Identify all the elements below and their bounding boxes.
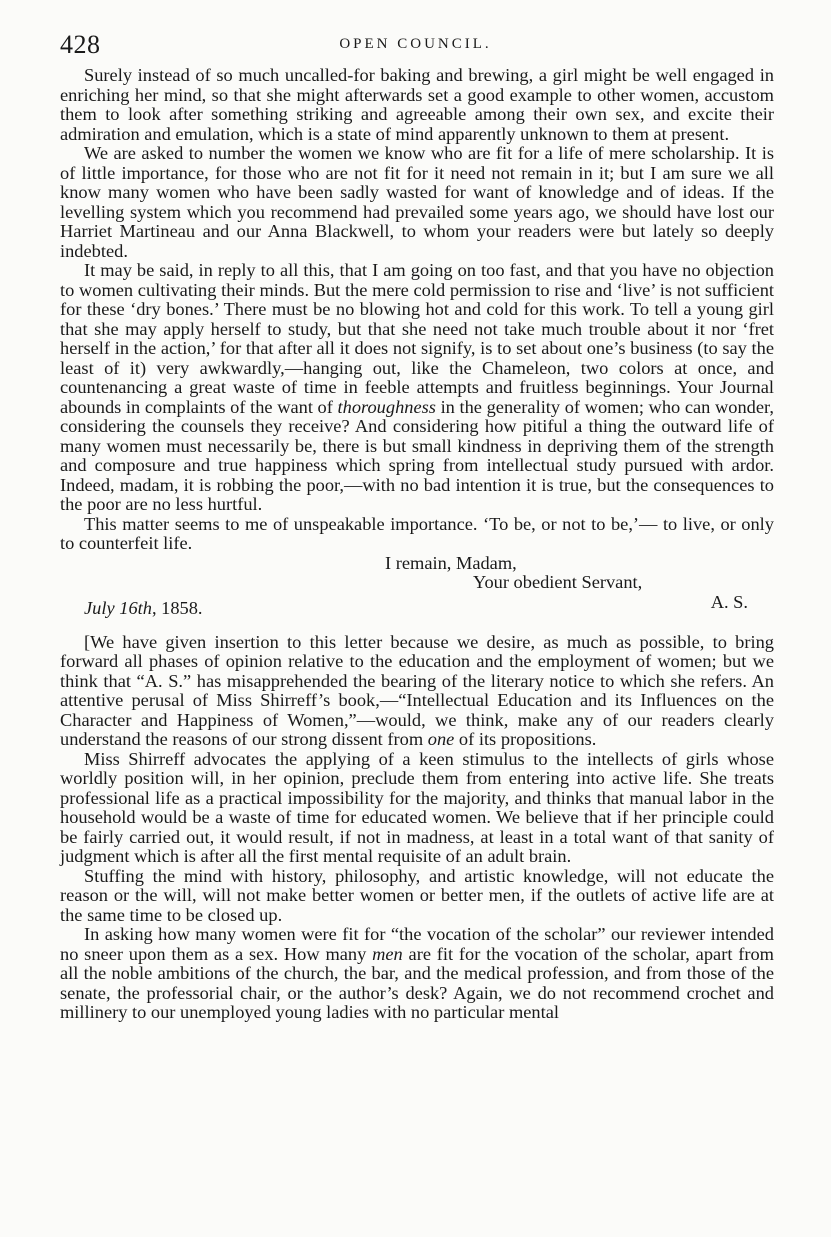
letter-paragraph	[60, 261, 774, 515]
letter-paragraph: We are asked to number the women we know who are fit for a life of mere scholarship. It is of little importance, for those who are not fit for it need not remain in it; but I am sure we all know many women who have been sadly wasted for want of knowledge and of ideas. If the levelling system which you recommend had prevailed some years ago, we should have lost our Harriet Martineau and our Anna Blackwell, to whom your readers were but lately so deeply indebted.	[60, 143, 774, 261]
letter	[60, 66, 774, 621]
editorial-paragraph-text: of its propositions.	[454, 729, 597, 749]
editorial-paragraph	[60, 633, 774, 750]
page-number: 428	[60, 30, 101, 59]
editorial-paragraph-text: are fit for the vocation of the scholar, apart from all the noble ambitions of the church, the bar, and the medical profession, and from those of the senate, the professorial chair, or the author’s desk?	[60, 943, 774, 1003]
editorial-paragraph-text: [We have given insertion to this letter because we desire, as much as possible, to bring forward all phases of opinion relative to the education and the employment of women; but we think that “A. S.” has misapprehended the bearing of the literary notice to which she refers. An attentive perusal of Miss Shirreff’s book,—“Intellectual Education and its Influences on the Character and Happiness of Women,”—would, we think, make any of our readers clearly understand the reasons of our strong dissent from	[60, 631, 774, 749]
date-day: 16th	[119, 597, 152, 618]
signature-row	[60, 591, 774, 621]
letter-date	[84, 599, 203, 619]
emphasis-men: men	[372, 943, 403, 964]
editorial-paragraph	[60, 925, 774, 1023]
letter-paragraph: This matter seems to me of unspeakable importance. ‘To be, or not to be,’— to live, or only to counterfeit life.	[60, 513, 774, 553]
signature-initials: A. S.	[710, 591, 748, 612]
letter-paragraph: Surely instead of so much uncalled-for baking and brewing, a girl might be well engaged in enriching her mind, so that she might afterwards set a good example to other women, accustom them to look after something striking and agreeable among their own sex, and excite their admiration and emulation, which is a state of mind apparently unknown to them at present.	[60, 65, 774, 144]
editorial-paragraph: Miss Shirreff advocates the applying of a keen stimulus to the intellects of girls whose worldly position will, in her opinion, preclude them from entering into active life. She treats professional life as a practical impossibility for the majority, and thinks that manual labor in the household would be a waste of time for educated women. We believe that if her principle could be fairly carried out, it would result, if not in madness, at least in a total want of that sanity of judgment which is after all the first mental requisite of an adult brain.	[60, 748, 774, 866]
emphasis-thoroughness: thoroughness	[337, 396, 436, 417]
letter-paragraph-text: in the generality of women; who can wonder, considering the counsels they receive? And considering how pitiful a thing the outward life of many women must necessarily be, there is but small kindness in depriving them of the strength and composure and true happiness which spring from intellectual study pursued with ardor. Indeed, madam, it is robbing the poor,—with no bad intention it is true, but the consequences to the poor are no less hurtful.	[60, 396, 774, 514]
editorial-paragraph-text: In asking how many women were fit for “the vocation of the scholar” our reviewer intended no sneer upon them as a sex. How many	[60, 924, 774, 964]
running-title: OPEN COUNCIL.	[339, 36, 492, 52]
date-month: July	[84, 597, 115, 618]
editorial-note	[60, 633, 774, 1023]
closing-salutation: I remain, Madam,	[385, 552, 517, 573]
editorial-paragraph: Stuffing the mind with history, philosophy, and artistic knowledge, will not educate the reason or the will, will not make better women or better men, if the outlets of active life are at the same time to be closed up.	[60, 865, 774, 925]
page-header	[60, 30, 771, 64]
letter-closing	[60, 554, 774, 593]
letter-paragraph-text: It may be said, in reply to all this, that I am going on too fast, and that you have no objection to women cultivating their minds. But the mere cold permission to rise and ‘live’ is not sufficient for these ‘dry bones.’ There must be no blowing hot and cold for this work. To tell a young girl that she may apply herself to study, but that she need not take much trouble about it nor ‘fret herself in the action,’ for that after all it does not signify, is to set about one’s business (to say the least of it) very awkwardly,—hanging out, like the Chameleon, two colors at once, and countenancing a great waste of time in feeble attempts and fruitless beginnings. Your Journal abounds in complaints of the want of	[60, 260, 774, 417]
editorial-paragraph-text: Again, we do not recommend crochet and millinery to our unemployed young ladies with no particular mental	[60, 982, 774, 1022]
date-year: , 1858.	[151, 597, 203, 618]
emphasis-one: one	[427, 729, 455, 749]
body-text	[60, 66, 774, 1023]
closing-servant: Your obedient Servant,	[473, 572, 643, 592]
